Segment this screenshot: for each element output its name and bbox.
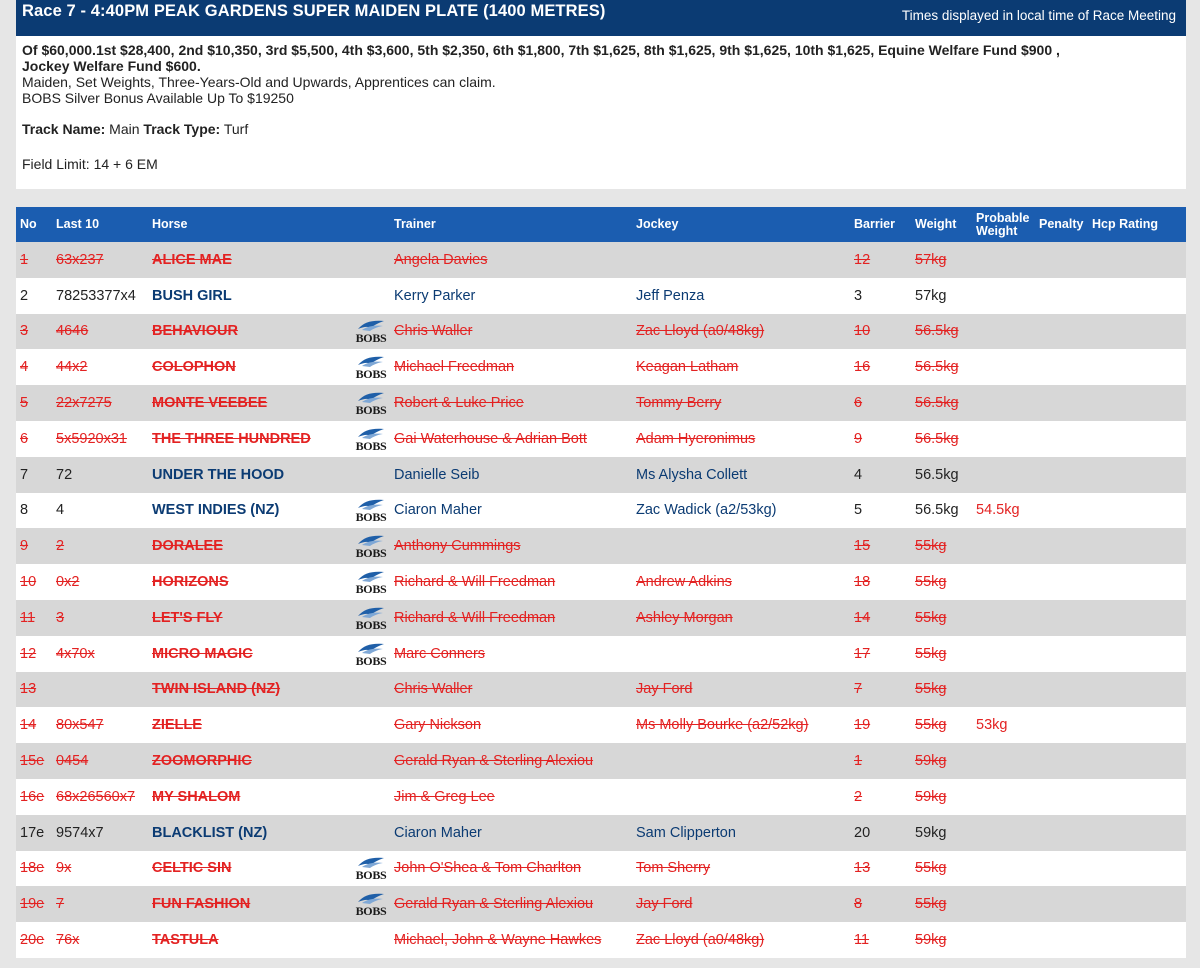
penalty <box>1035 600 1088 636</box>
probable-weight <box>972 815 1035 851</box>
last-ten-form: 7 <box>52 886 148 922</box>
bobs-cell <box>352 600 390 636</box>
barrier: 10 <box>850 314 911 350</box>
probable-weight: 54.5kg <box>972 493 1035 529</box>
track-name-value: Main <box>109 121 140 137</box>
runner-number: 14 <box>16 707 52 743</box>
runner-number: 1 <box>16 242 52 278</box>
barrier: 4 <box>850 457 911 493</box>
bobs-logo-text: BOBS <box>355 331 387 346</box>
col-header-last10[interactable]: Last 10 <box>52 207 148 242</box>
hcp-rating <box>1088 886 1186 922</box>
bobs-logo-text: BOBS <box>355 617 387 632</box>
penalty <box>1035 493 1088 529</box>
weight: 55kg <box>911 600 972 636</box>
bobs-logo-icon <box>354 605 388 631</box>
bobs-logo-text: BOBS <box>355 546 387 561</box>
bobs-logo-icon <box>354 891 388 917</box>
weight: 55kg <box>911 564 972 600</box>
race-info-panel <box>16 36 1186 189</box>
jockey-link[interactable]: Ms Molly Bourke (a2/52kg) <box>632 707 850 743</box>
last-ten-form: 44x2 <box>52 349 148 385</box>
weight: 57kg <box>911 242 972 278</box>
trainer-link[interactable]: Gai Waterhouse & Adrian Bott <box>390 421 632 457</box>
trainer-link[interactable]: Richard & Will Freedman <box>390 564 632 600</box>
bobs-cell <box>352 815 390 851</box>
bobs-cell <box>352 385 390 421</box>
barrier: 1 <box>850 743 911 779</box>
bobs-cell <box>352 278 390 314</box>
prize-money-line-2: Jockey Welfare Fund $600. <box>22 58 201 74</box>
weight: 59kg <box>911 922 972 958</box>
last-ten-form: 80x547 <box>52 707 148 743</box>
bobs-cell <box>352 779 390 815</box>
bobs-logo-text: BOBS <box>355 438 387 453</box>
weight: 55kg <box>911 528 972 564</box>
jockey-link[interactable] <box>632 528 850 564</box>
runner-number: 2 <box>16 278 52 314</box>
prize-money-line: Of $60,000.1st $28,400, 2nd $10,350, 3rd $5,500, 4th $3,600, 5th $2,350, 6th $1,800, 7th $1,625, 8th $1,625, 9th $1,625, 10th $1,625, Equine Welfare Fund $900 , <box>22 42 1060 58</box>
last-ten-form: 0454 <box>52 743 148 779</box>
horse-name-link[interactable]: DORALEE <box>148 528 352 564</box>
track-info <box>22 121 1180 137</box>
col-header-no[interactable]: No <box>16 207 52 242</box>
jockey-link[interactable]: Zac Lloyd (a0/48kg) <box>632 922 850 958</box>
trainer-link[interactable]: Anthony Cummings <box>390 528 632 564</box>
horse-name-link[interactable]: FUN FASHION <box>148 886 352 922</box>
trainer-link[interactable]: Gerald Ryan & Sterling Alexiou <box>390 886 632 922</box>
runner-number: 5 <box>16 385 52 421</box>
hcp-rating <box>1088 707 1186 743</box>
trainer-link[interactable]: Chris Waller <box>390 672 632 708</box>
bobs-cell <box>352 493 390 529</box>
table-row <box>16 707 1186 743</box>
barrier: 5 <box>850 493 911 529</box>
horse-name-link[interactable]: LET'S FLY <box>148 600 352 636</box>
field-table <box>16 207 1186 958</box>
race-title: Race 7 - 4:40PM PEAK GARDENS SUPER MAIDEN PLATE (1400 METRES) <box>22 2 606 20</box>
bobs-logo-text: BOBS <box>355 868 387 883</box>
horse-name-link[interactable]: ZIELLE <box>148 707 352 743</box>
probable-weight <box>972 922 1035 958</box>
col-header-bobs <box>352 207 390 242</box>
table-header-row <box>16 207 1186 242</box>
horse-name-link[interactable]: THE THREE HUNDRED <box>148 421 352 457</box>
hcp-rating <box>1088 851 1186 887</box>
last-ten-form: 63x237 <box>52 242 148 278</box>
table-row <box>16 349 1186 385</box>
barrier: 13 <box>850 851 911 887</box>
bobs-logo-text: BOBS <box>355 403 387 418</box>
horse-name-link[interactable]: BUSH GIRL <box>148 278 352 314</box>
bobs-cell <box>352 851 390 887</box>
hcp-rating <box>1088 242 1186 278</box>
trainer-link[interactable]: Ciaron Maher <box>390 493 632 529</box>
barrier: 15 <box>850 528 911 564</box>
penalty <box>1035 278 1088 314</box>
trainer-link[interactable]: Angela Davies <box>390 242 632 278</box>
bobs-logo-icon <box>354 497 388 523</box>
bobs-cell <box>352 922 390 958</box>
runner-number: 12 <box>16 636 52 672</box>
bobs-logo-icon <box>354 641 388 667</box>
probable-weight <box>972 743 1035 779</box>
weight: 56.5kg <box>911 349 972 385</box>
jockey-link[interactable] <box>632 743 850 779</box>
bobs-cell <box>352 421 390 457</box>
runner-number: 11 <box>16 600 52 636</box>
barrier: 14 <box>850 600 911 636</box>
weight: 56.5kg <box>911 493 972 529</box>
hcp-rating <box>1088 349 1186 385</box>
penalty <box>1035 672 1088 708</box>
probable-weight <box>972 886 1035 922</box>
weight: 55kg <box>911 886 972 922</box>
jockey-link[interactable]: Ms Alysha Collett <box>632 457 850 493</box>
runner-number: 16e <box>16 779 52 815</box>
table-row <box>16 493 1186 529</box>
col-header-hcp-rating[interactable]: Hcp Rating <box>1088 207 1186 242</box>
barrier: 20 <box>850 815 911 851</box>
table-row <box>16 600 1186 636</box>
jockey-link[interactable] <box>632 636 850 672</box>
probable-weight <box>972 385 1035 421</box>
trainer-link[interactable]: Michael, John & Wayne Hawkes <box>390 922 632 958</box>
runner-number: 15e <box>16 743 52 779</box>
bobs-logo-text: BOBS <box>355 582 387 597</box>
barrier: 2 <box>850 779 911 815</box>
hcp-rating <box>1088 385 1186 421</box>
hcp-rating <box>1088 743 1186 779</box>
last-ten-form: 5x5920x31 <box>52 421 148 457</box>
runner-number: 3 <box>16 314 52 350</box>
horse-name-link[interactable]: MONTE VEEBEE <box>148 385 352 421</box>
penalty <box>1035 421 1088 457</box>
probable-weight <box>972 457 1035 493</box>
penalty <box>1035 851 1088 887</box>
last-ten-form: 3 <box>52 600 148 636</box>
horse-name-link[interactable]: HORIZONS <box>148 564 352 600</box>
track-type-value: Turf <box>223 121 249 137</box>
barrier: 6 <box>850 385 911 421</box>
bobs-cell <box>352 672 390 708</box>
col-header-probable-weight[interactable] <box>972 207 1035 242</box>
horse-name-link[interactable]: CELTIC SIN <box>148 851 352 887</box>
table-row <box>16 564 1186 600</box>
barrier: 16 <box>850 349 911 385</box>
weight: 59kg <box>911 743 972 779</box>
barrier: 7 <box>850 672 911 708</box>
hcp-rating <box>1088 421 1186 457</box>
last-ten-form: 78253377x4 <box>52 278 148 314</box>
probable-weight <box>972 278 1035 314</box>
prob-label-2: Weight <box>976 223 1018 238</box>
jockey-link[interactable]: Sam Clipperton <box>632 815 850 851</box>
hcp-rating <box>1088 528 1186 564</box>
penalty <box>1035 564 1088 600</box>
bobs-logo-icon <box>354 426 388 452</box>
probable-weight <box>972 851 1035 887</box>
horse-name-link[interactable]: MY SHALOM <box>148 779 352 815</box>
runner-number: 10 <box>16 564 52 600</box>
horse-name-link[interactable]: TWIN ISLAND (NZ) <box>148 672 352 708</box>
last-ten-form: 9574x7 <box>52 815 148 851</box>
probable-weight <box>972 779 1035 815</box>
barrier: 12 <box>850 242 911 278</box>
col-header-horse[interactable]: Horse <box>148 207 352 242</box>
runner-number: 20e <box>16 922 52 958</box>
times-note: Times displayed in local time of Race Meeting <box>901 8 1176 23</box>
horse-name-link[interactable]: ZOOMORPHIC <box>148 743 352 779</box>
barrier: 19 <box>850 707 911 743</box>
penalty <box>1035 314 1088 350</box>
table-row <box>16 886 1186 922</box>
jockey-link[interactable] <box>632 242 850 278</box>
bobs-logo-icon <box>354 354 388 380</box>
jockey-link[interactable]: Zac Lloyd (a0/48kg) <box>632 314 850 350</box>
weight: 55kg <box>911 707 972 743</box>
bobs-logo-text: BOBS <box>355 367 387 382</box>
penalty <box>1035 242 1088 278</box>
jockey-link[interactable] <box>632 779 850 815</box>
penalty <box>1035 815 1088 851</box>
penalty <box>1035 528 1088 564</box>
hcp-rating <box>1088 815 1186 851</box>
table-row <box>16 815 1186 851</box>
horse-name-link[interactable]: BLACKLIST (NZ) <box>148 815 352 851</box>
trainer-link[interactable]: Jim & Greg Lee <box>390 779 632 815</box>
probable-weight <box>972 636 1035 672</box>
trainer-link[interactable]: Gerald Ryan & Sterling Alexiou <box>390 743 632 779</box>
barrier: 17 <box>850 636 911 672</box>
table-row <box>16 528 1186 564</box>
bobs-cell <box>352 707 390 743</box>
table-row <box>16 672 1186 708</box>
col-header-barrier[interactable]: Barrier <box>850 207 911 242</box>
jockey-link[interactable]: Andrew Adkins <box>632 564 850 600</box>
hcp-rating <box>1088 314 1186 350</box>
penalty <box>1035 636 1088 672</box>
bobs-logo-icon <box>354 533 388 559</box>
barrier: 8 <box>850 886 911 922</box>
weight: 56.5kg <box>911 314 972 350</box>
horse-name-link[interactable]: ALICE MAE <box>148 242 352 278</box>
table-row <box>16 314 1186 350</box>
field-table-body <box>16 242 1186 958</box>
last-ten-form: 72 <box>52 457 148 493</box>
last-ten-form: 4x70x <box>52 636 148 672</box>
hcp-rating <box>1088 922 1186 958</box>
bobs-logo-icon <box>354 390 388 416</box>
trainer-link[interactable]: John O'Shea & Tom Charlton <box>390 851 632 887</box>
table-row <box>16 421 1186 457</box>
hcp-rating <box>1088 564 1186 600</box>
field-limit: Field Limit: 14 + 6 EM <box>22 156 158 172</box>
bobs-logo-icon <box>354 318 388 344</box>
penalty <box>1035 779 1088 815</box>
jockey-link[interactable]: Jay Ford <box>632 886 850 922</box>
hcp-rating <box>1088 600 1186 636</box>
penalty <box>1035 922 1088 958</box>
weight: 55kg <box>911 672 972 708</box>
bobs-cell <box>352 349 390 385</box>
last-ten-form: 9x <box>52 851 148 887</box>
last-ten-form: 22x7275 <box>52 385 148 421</box>
bobs-cell <box>352 743 390 779</box>
last-ten-form: 0x2 <box>52 564 148 600</box>
table-row <box>16 242 1186 278</box>
prob-label-1: Probable <box>976 210 1030 225</box>
jockey-link[interactable]: Tommy Berry <box>632 385 850 421</box>
barrier: 18 <box>850 564 911 600</box>
penalty <box>1035 457 1088 493</box>
bobs-logo-icon <box>354 855 388 881</box>
probable-weight <box>972 672 1035 708</box>
jockey-link[interactable]: Jeff Penza <box>632 278 850 314</box>
weight: 55kg <box>911 851 972 887</box>
weight: 55kg <box>911 636 972 672</box>
weight: 56.5kg <box>911 457 972 493</box>
table-row <box>16 851 1186 887</box>
bobs-cell <box>352 457 390 493</box>
weight: 56.5kg <box>911 421 972 457</box>
probable-weight: 53kg <box>972 707 1035 743</box>
runner-number: 6 <box>16 421 52 457</box>
col-header-weight[interactable]: Weight <box>911 207 972 242</box>
probable-weight <box>972 564 1035 600</box>
weight: 56.5kg <box>911 385 972 421</box>
barrier: 9 <box>850 421 911 457</box>
trainer-link[interactable]: Michael Freedman <box>390 349 632 385</box>
last-ten-form: 76x <box>52 922 148 958</box>
bobs-cell <box>352 242 390 278</box>
horse-name-link[interactable]: TASTULA <box>148 922 352 958</box>
last-ten-form: 4 <box>52 493 148 529</box>
runner-number: 13 <box>16 672 52 708</box>
hcp-rating <box>1088 672 1186 708</box>
jockey-link[interactable]: Adam Hyeronimus <box>632 421 850 457</box>
table-row <box>16 743 1186 779</box>
runner-number: 17e <box>16 815 52 851</box>
track-name-label: Track Name: <box>22 121 106 137</box>
trainer-link[interactable]: Robert & Luke Price <box>390 385 632 421</box>
table-row <box>16 636 1186 672</box>
jockey-link[interactable]: Zac Wadick (a2/53kg) <box>632 493 850 529</box>
last-ten-form <box>52 672 148 708</box>
table-row <box>16 457 1186 493</box>
runner-number: 4 <box>16 349 52 385</box>
last-ten-form: 68x26560x7 <box>52 779 148 815</box>
bonus-info: BOBS Silver Bonus Available Up To $19250 <box>22 90 294 106</box>
trainer-link[interactable]: Marc Conners <box>390 636 632 672</box>
runner-number: 8 <box>16 493 52 529</box>
bobs-logo-text: BOBS <box>355 510 387 525</box>
bobs-cell <box>352 528 390 564</box>
penalty <box>1035 349 1088 385</box>
probable-weight <box>972 349 1035 385</box>
bobs-logo-text: BOBS <box>355 904 387 919</box>
horse-name-link[interactable]: COLOPHON <box>148 349 352 385</box>
jockey-link[interactable]: Jay Ford <box>632 672 850 708</box>
bobs-logo-icon <box>354 569 388 595</box>
horse-name-link[interactable]: UNDER THE HOOD <box>148 457 352 493</box>
jockey-link[interactable]: Keagan Latham <box>632 349 850 385</box>
race-conditions: Maiden, Set Weights, Three-Years-Old and Upwards, Apprentices can claim. <box>22 74 496 90</box>
runner-number: 18e <box>16 851 52 887</box>
hcp-rating <box>1088 779 1186 815</box>
weight: 59kg <box>911 815 972 851</box>
track-type-label: Track Type: <box>143 121 221 137</box>
table-row <box>16 278 1186 314</box>
trainer-link[interactable]: Ciaron Maher <box>390 815 632 851</box>
hcp-rating <box>1088 278 1186 314</box>
col-header-penalty[interactable]: Penalty <box>1035 207 1088 242</box>
bobs-cell <box>352 886 390 922</box>
last-ten-form: 4646 <box>52 314 148 350</box>
runner-number: 19e <box>16 886 52 922</box>
penalty <box>1035 707 1088 743</box>
table-row <box>16 922 1186 958</box>
col-header-trainer[interactable]: Trainer <box>390 207 632 242</box>
table-row <box>16 779 1186 815</box>
weight: 59kg <box>911 779 972 815</box>
horse-name-link[interactable]: MICRO MAGIC <box>148 636 352 672</box>
hcp-rating <box>1088 636 1186 672</box>
weight: 57kg <box>911 278 972 314</box>
race-header <box>16 0 1186 36</box>
penalty <box>1035 385 1088 421</box>
jockey-link[interactable]: Tom Sherry <box>632 851 850 887</box>
hcp-rating <box>1088 457 1186 493</box>
table-row <box>16 385 1186 421</box>
horse-name-link[interactable]: WEST INDIES (NZ) <box>148 493 352 529</box>
trainer-link[interactable]: Kerry Parker <box>390 278 632 314</box>
trainer-link[interactable]: Richard & Will Freedman <box>390 600 632 636</box>
trainer-link[interactable]: Chris Waller <box>390 314 632 350</box>
probable-weight <box>972 314 1035 350</box>
last-ten-form: 2 <box>52 528 148 564</box>
hcp-rating <box>1088 493 1186 529</box>
probable-weight <box>972 421 1035 457</box>
penalty <box>1035 743 1088 779</box>
runner-number: 9 <box>16 528 52 564</box>
probable-weight <box>972 600 1035 636</box>
col-header-jockey[interactable]: Jockey <box>632 207 850 242</box>
bobs-logo-text: BOBS <box>355 653 387 668</box>
runner-number: 7 <box>16 457 52 493</box>
trainer-link[interactable]: Gary Nickson <box>390 707 632 743</box>
bobs-cell <box>352 564 390 600</box>
barrier: 11 <box>850 922 911 958</box>
horse-name-link[interactable]: BEHAVIOUR <box>148 314 352 350</box>
bobs-cell <box>352 636 390 672</box>
bobs-cell <box>352 314 390 350</box>
jockey-link[interactable]: Ashley Morgan <box>632 600 850 636</box>
probable-weight <box>972 242 1035 278</box>
penalty <box>1035 886 1088 922</box>
probable-weight <box>972 528 1035 564</box>
barrier: 3 <box>850 278 911 314</box>
trainer-link[interactable]: Danielle Seib <box>390 457 632 493</box>
